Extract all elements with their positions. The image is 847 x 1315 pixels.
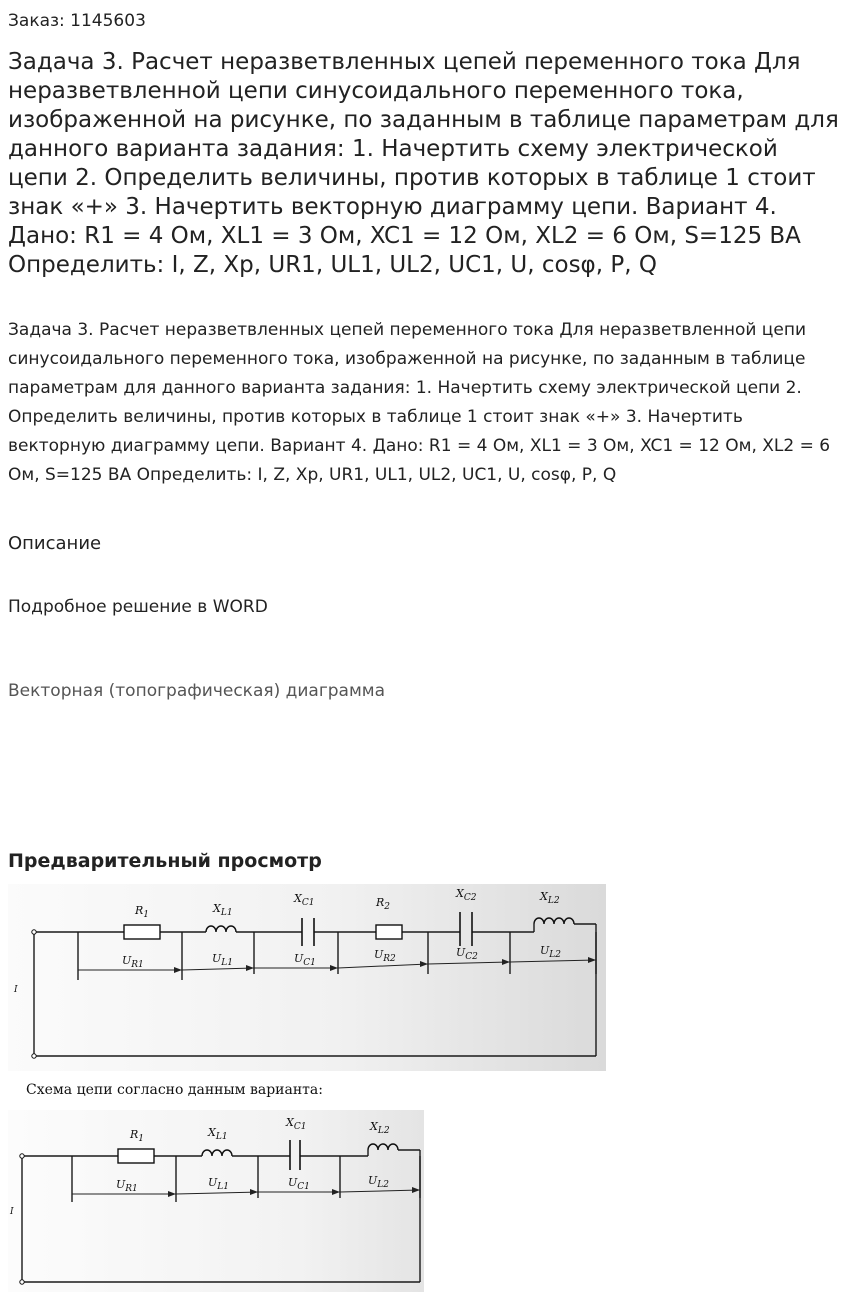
label-ur2: $U_{R2}$ xyxy=(374,948,396,964)
description-text: Подробное решение в WORD xyxy=(8,597,268,617)
label-xl1: $X_{L1}$ xyxy=(208,1126,228,1142)
resistor-r1 xyxy=(124,925,160,939)
label-ur1: $U_{R1}$ xyxy=(116,1178,138,1194)
label-xc2: $X_{C2}$ xyxy=(456,887,477,903)
terminal-top xyxy=(20,1154,24,1158)
label-ul1: $U_{L1}$ xyxy=(208,1176,229,1192)
preview-heading: Предварительный просмотр xyxy=(8,850,322,872)
label-uc1: $U_{C1}$ xyxy=(288,1176,310,1192)
circuit-diagram-variant xyxy=(8,1110,424,1292)
circuit-scan-full xyxy=(8,884,606,1071)
label-ul2: $U_{L2}$ xyxy=(368,1174,389,1190)
circuit-diagram-full xyxy=(8,884,606,1071)
task-body: Задача 3. Расчет неразветвленных цепей переменного тока Для неразветвленной цепи синусоидального переменного тока, изображенной на рисунке, по заданным в таблице параметрам для данного варианта задания: 1. Начертить схему электрической цепи 2. Определить величины, против которых в таблице 1 стоит знак «+» 3. Начертить векторную диаграмму цепи. Вариант 4. Дано: R1 = 4 Ом, XL1 = 3 Ом, XC1 = 12 Ом, XL2 = 6 Ом, S=125 ВА Определить: I, Z, Xp, UR1, UL1, UL2, UC1, U, cosφ, P, Q xyxy=(8,320,831,485)
label-ul1: $U_{L1}$ xyxy=(212,952,233,968)
circuit-caption: Схема цепи согласно данным варианта: xyxy=(26,1082,323,1098)
task-title: Задача 3. Расчет неразветвленных цепей переменного тока Для неразветвленной цепи синусоидального переменного тока, изображенной на рисунке, по заданным в таблице параметрам для данного варианта задания: 1. Начертить схему электрической цепи 2. Определить величины, против которых в таблице 1 стоит знак «+» 3. Начертить векторную диаграмму цепи. Вариант 4. Дано: R1 = 4 Ом, XL1 = 3 Ом, XC1 = 12 Ом, XL2 = 6 Ом, S=125 ВА Определить: I, Z, Xp, UR1, UL1, UL2, UC1, U, cosφ, P, Q xyxy=(8,49,839,278)
label-current: I xyxy=(14,985,18,995)
terminal-bottom xyxy=(32,1054,36,1058)
label-r1: $R_1$ xyxy=(130,1128,145,1144)
label-ul2: $U_{L2}$ xyxy=(540,944,561,960)
scan-background xyxy=(8,884,606,1071)
label-xc1: $X_{C1}$ xyxy=(294,892,315,908)
label-ur1: $U_{R1}$ xyxy=(122,954,144,970)
terminal-top xyxy=(32,930,36,934)
label-r1: $R_1$ xyxy=(135,904,150,920)
label-current: I xyxy=(10,1207,14,1217)
label-r2: $R_2$ xyxy=(376,896,391,912)
description-heading: Описание xyxy=(8,533,102,554)
resistor-r2 xyxy=(376,925,402,939)
label-xl1: $X_{L1}$ xyxy=(213,902,233,918)
circuit-scan-variant xyxy=(8,1110,424,1292)
order-number: Заказ: 1145603 xyxy=(8,11,146,31)
label-uc1: $U_{C1}$ xyxy=(294,952,316,968)
label-xl2: $X_{L2}$ xyxy=(540,890,560,906)
resistor-r1 xyxy=(118,1149,154,1163)
label-xl2: $X_{L2}$ xyxy=(370,1120,390,1136)
label-uc2: $U_{C2}$ xyxy=(456,946,478,962)
label-xc1: $X_{C1}$ xyxy=(286,1116,307,1132)
terminal-bottom xyxy=(20,1280,24,1284)
vector-diagram-link[interactable]: Векторная (топографическая) диаграмма xyxy=(8,681,386,701)
